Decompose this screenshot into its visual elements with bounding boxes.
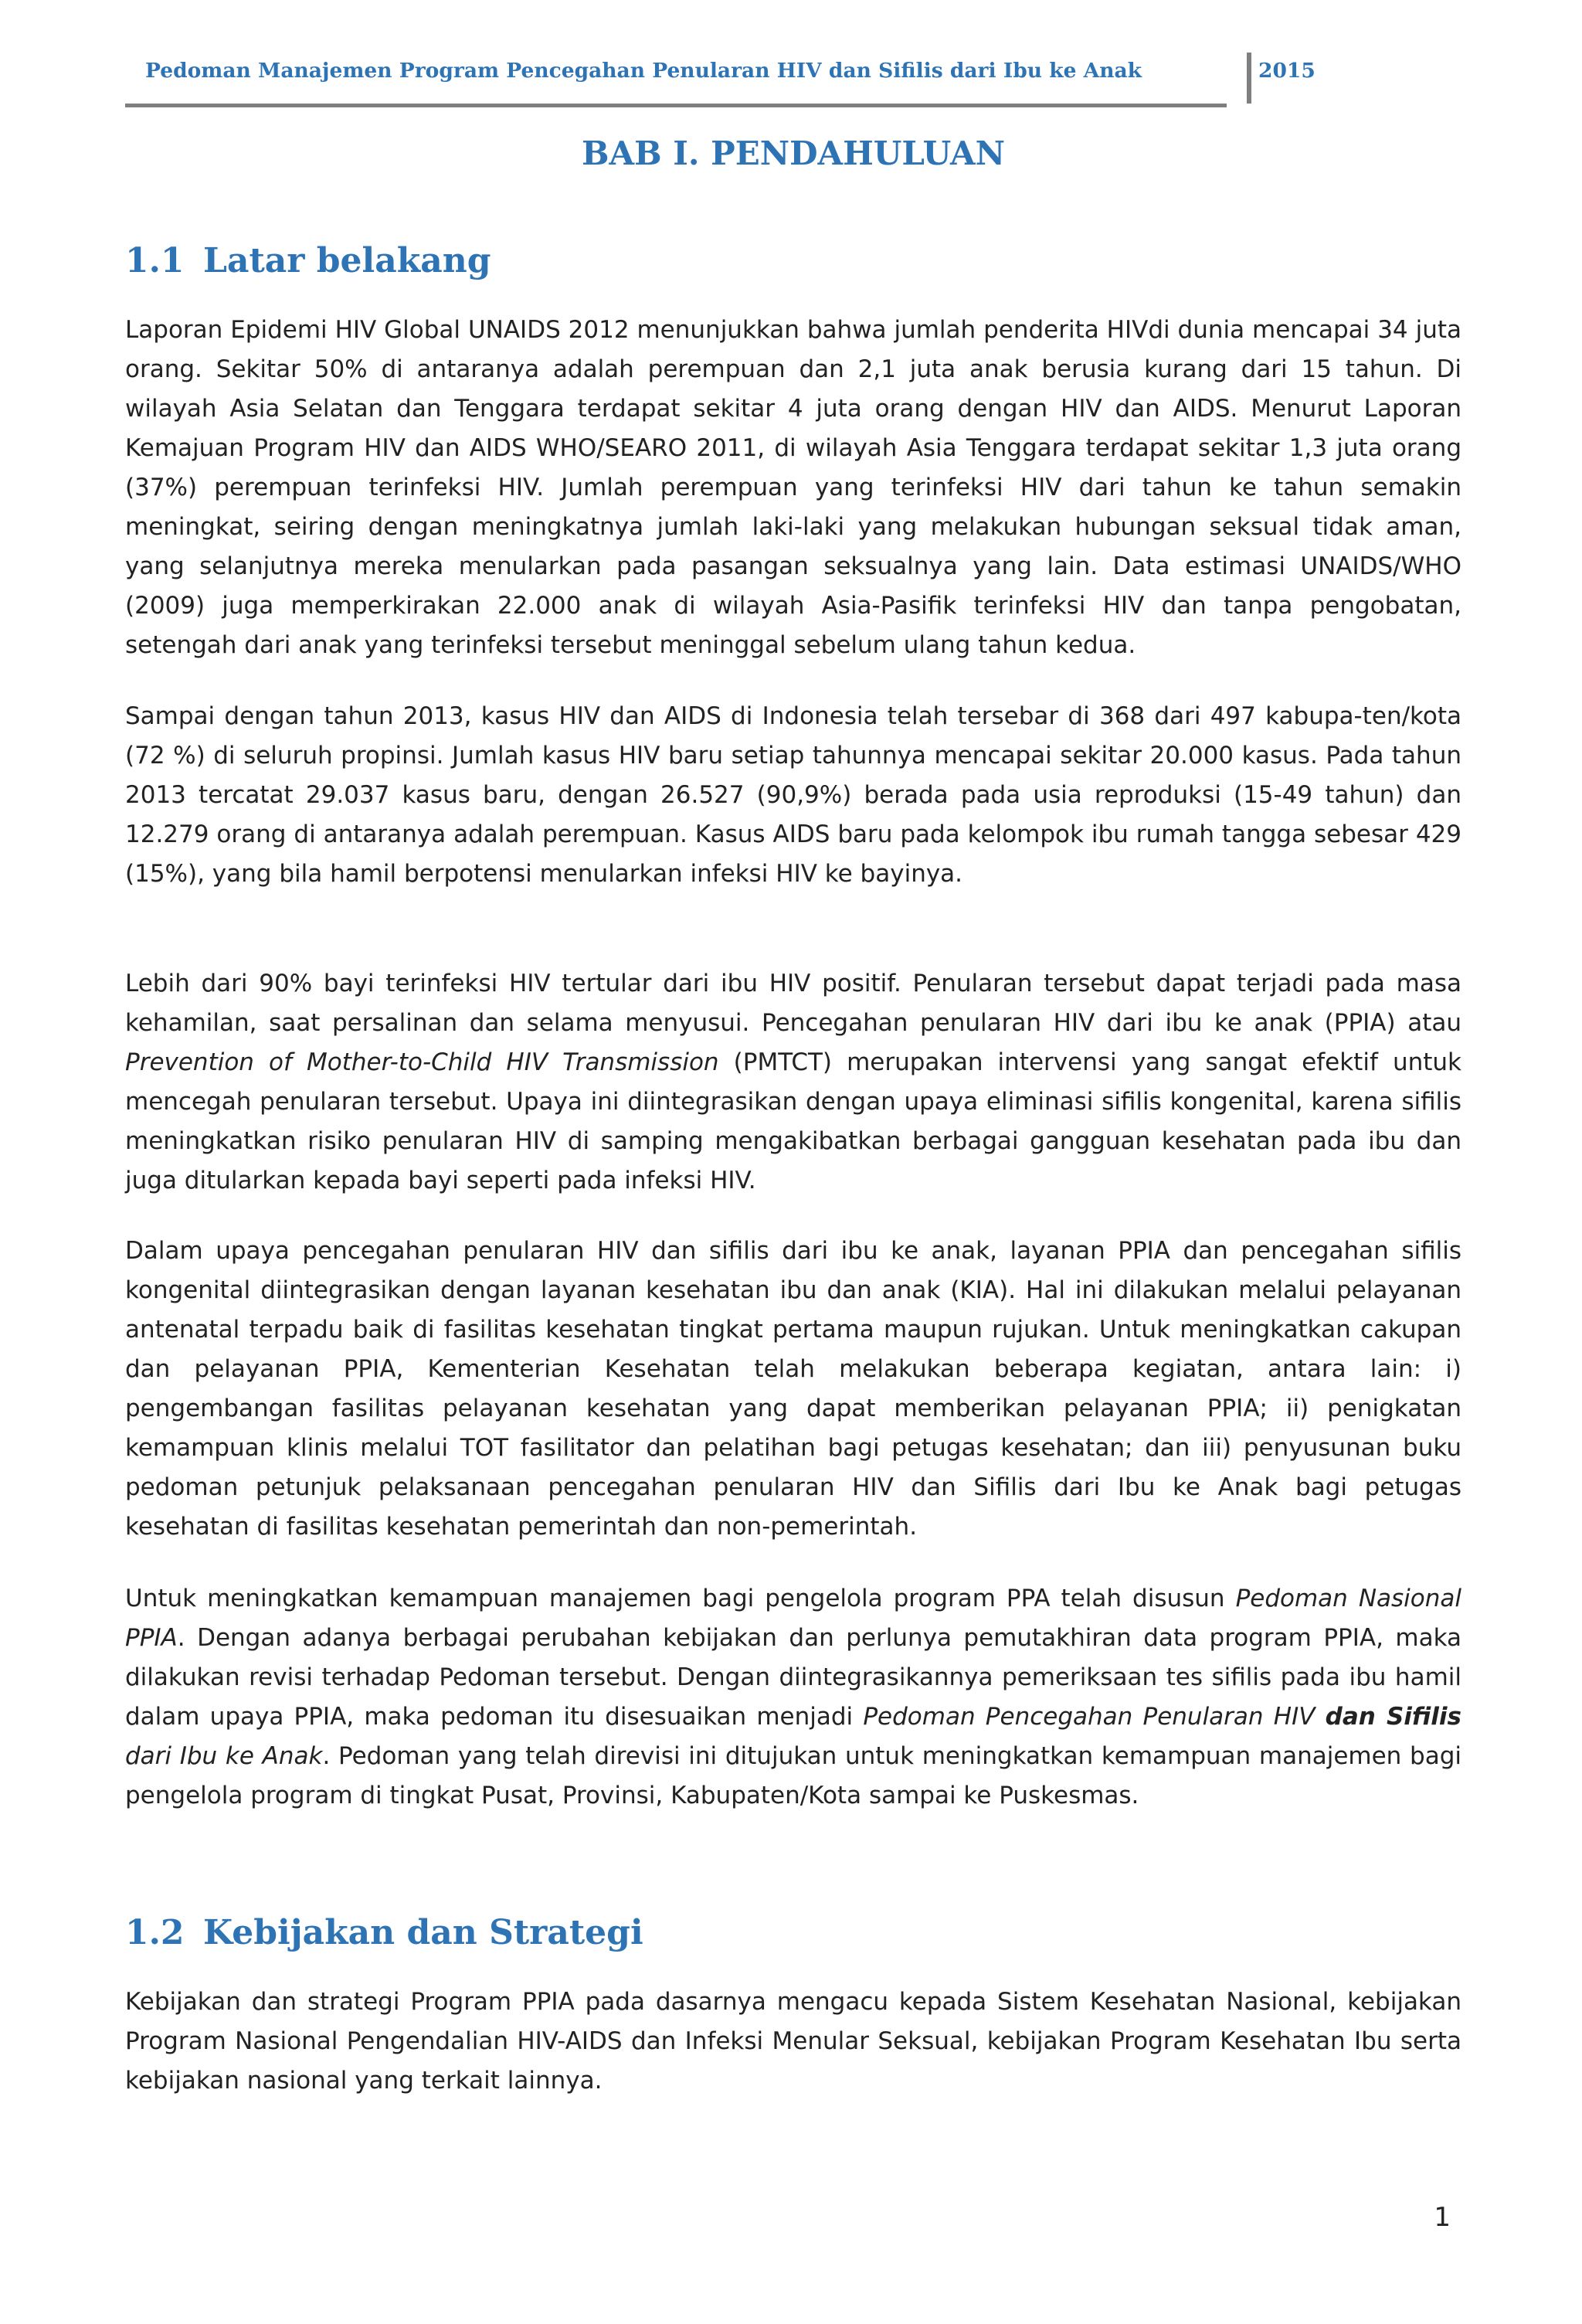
section-heading-1-1 (125, 241, 491, 280)
paragraph-1 (125, 311, 1461, 665)
paragraph-text: . Dengan adanya berbagai perubahan kebijakan dan perlunya pemutakhiran data program PPIA, maka dilakukan revisi terhadap Pedoman tersebut. Dengan diintegrasikannya pemeriksaan tes sifilis pada ibu hamil dalam upaya PPIA, maka pedoman itu disesuaikan menjadi (125, 1624, 1461, 1731)
header-year: 2015 (1258, 59, 1316, 83)
paragraph-text: . Pedoman yang telah direvisi ini ditujukan untuk meningkatkan kemampuan manajemen bagi pengelola program di tingkat Pusat, Provinsi, Kabupaten/Kota sampai ke Puskesmas. (125, 1742, 1461, 1809)
paragraph-2 (125, 697, 1461, 894)
page-number: 1 (1434, 2202, 1451, 2233)
section-title: Latar belakang (203, 241, 491, 280)
paragraph-text: Untuk meningkatkan kemampuan manajemen bagi pengelola program PPA telah disusun (125, 1585, 1236, 1612)
paragraph-text: Laporan Epidemi HIV Global UNAIDS 2012 menunjukkan bahwa jumlah penderita HIVdi dunia mencapai 34 juta orang. Sekitar 50% di antaranya adalah perempuan dan 2,1 juta anak berusia kurang dari 15 tahun. Di wilayah Asia Selatan dan Tenggara terdapat sekitar 4 juta orang dengan HIV dan AIDS. Menurut Laporan Kemajuan Program HIV dan AIDS WHO/SEARO 2011, di wilayah Asia Tenggara terdapat sekitar 1,3 juta orang (37%) perempuan terinfeksi HIV. Jumlah perempuan yang terinfeksi HIV dari tahun ke tahun semakin meningkat, seiring dengan meningkatnya jumlah laki-laki yang melakukan hubungan seksual tidak aman, yang selanjutnya mereka menularkan pada pasangan seksualnya yang lain. Data estimasi UNAIDS/WHO (2009) juga memperkirakan 22.000 anak di wilayah Asia-Pasifik terinfeksi HIV dan tanpa pengobatan, setengah dari anak yang terinfeksi tersebut meninggal sebelum ulang tahun kedua. (125, 316, 1461, 659)
section-heading-1-2 (125, 1913, 643, 1952)
paragraph-6 (125, 1983, 1461, 2101)
paragraph-italic-text: Pedoman Nasional PPIA (125, 1585, 1462, 1652)
header-rule (125, 104, 1227, 107)
section-title: Kebijakan dan Strategi (203, 1913, 643, 1952)
running-header (125, 53, 1316, 107)
header-title: Pedoman Manajemen Program Pencegahan Penularan HIV dan Sifilis dari Ibu ke Anak (145, 59, 1142, 83)
paragraph-text: Sampai dengan tahun 2013, kasus HIV dan AIDS di Indonesia telah tersebar di 368 dari 497 kabupa-ten/kota (72 %) di seluruh propinsi. Jumlah kasus HIV baru setiap tahunnya mencapai sekitar 20.000 kasus. Pada tahun 2013 tercatat 29.037 kasus baru, dengan 26.527 (90,9%) berada pada usia reproduksi (15-49 tahun) dan 12.279 orang di antaranya adalah perempuan. Kasus AIDS baru pada kelompok ibu rumah tangga sebesar 429 (15%), yang bila hamil berpotensi menularkan infeksi HIV ke bayinya. (125, 702, 1461, 888)
paragraph-italic-text: Pedoman Pencegahan Penularan HIV (863, 1703, 1326, 1731)
paragraph-text: Lebih dari 90% bayi terinfeksi HIV tertular dari ibu HIV positif. Penularan tersebut dapat terjadi pada masa kehamilan, saat persalinan dan selama menyusui. Pencegahan penularan HIV dari ibu ke anak (PPIA) atau (125, 970, 1461, 1037)
paragraph-text: Kebijakan dan strategi Program PPIA pada dasarnya mengacu kepada Sistem Kesehatan Nasional, kebijakan Program Nasional Pengendalian HIV-AIDS dan Infeksi Menular Seksual, kebijakan Program Kesehatan Ibu serta kebijakan nasional yang terkait lainnya. (125, 1988, 1461, 2095)
chapter-title: BAB I. PENDAHULUAN (582, 134, 1005, 172)
paragraph-5 (125, 1579, 1461, 1816)
section-number: 1.1 (125, 241, 185, 280)
paragraph-text: Dalam upaya pencegahan penularan HIV dan sifilis dari ibu ke anak, layanan PPIA dan pencegahan sifilis kongenital diintegrasikan dengan layanan kesehatan ibu dan anak (KIA). Hal ini dilakukan melalui pelayanan antenatal terpadu baik di fasilitas kesehatan tingkat pertama maupun rujukan. Untuk meningkatkan cakupan dan pelayanan PPIA, Kementerian Kesehatan telah melakukan beberapa kegiatan, antara lain: i) pengembangan fasilitas pelayanan kesehatan yang dapat memberikan pelayanan PPIA; ii) penigkatan kemampuan klinis melalui TOT fasilitator dan pelatihan bagi petugas kesehatan; dan iii) penyusunan buku pedoman petunjuk pelaksanaan pencegahan penularan HIV dan Sifilis dari Ibu ke Anak bagi petugas kesehatan di fasilitas kesehatan pemerintah dan non-pemerintah. (125, 1237, 1461, 1541)
paragraph-text: (PMTCT) merupakan intervensi yang sangat efektif untuk mencegah penularan tersebut. Upaya ini diintegrasikan dengan upaya eliminasi sifilis kongenital, karena sifilis meningkatkan risiko penularan HIV di samping mengakibatkan berbagai gangguan kesehatan pada ibu dan juga ditularkan kepada bayi seperti pada infeksi HIV. (125, 1048, 1461, 1194)
header-divider (1247, 53, 1251, 104)
paragraph-4 (125, 1232, 1461, 1547)
paragraph-italic-text: Prevention of Mother-to-Child HIV Transmission (125, 1048, 719, 1076)
paragraph-italic-text: dari Ibu ke Anak (125, 1742, 323, 1770)
section-number: 1.2 (125, 1913, 185, 1952)
paragraph-bold-italic-text: dan Sifilis (1325, 1703, 1461, 1731)
paragraph-3 (125, 964, 1461, 1201)
